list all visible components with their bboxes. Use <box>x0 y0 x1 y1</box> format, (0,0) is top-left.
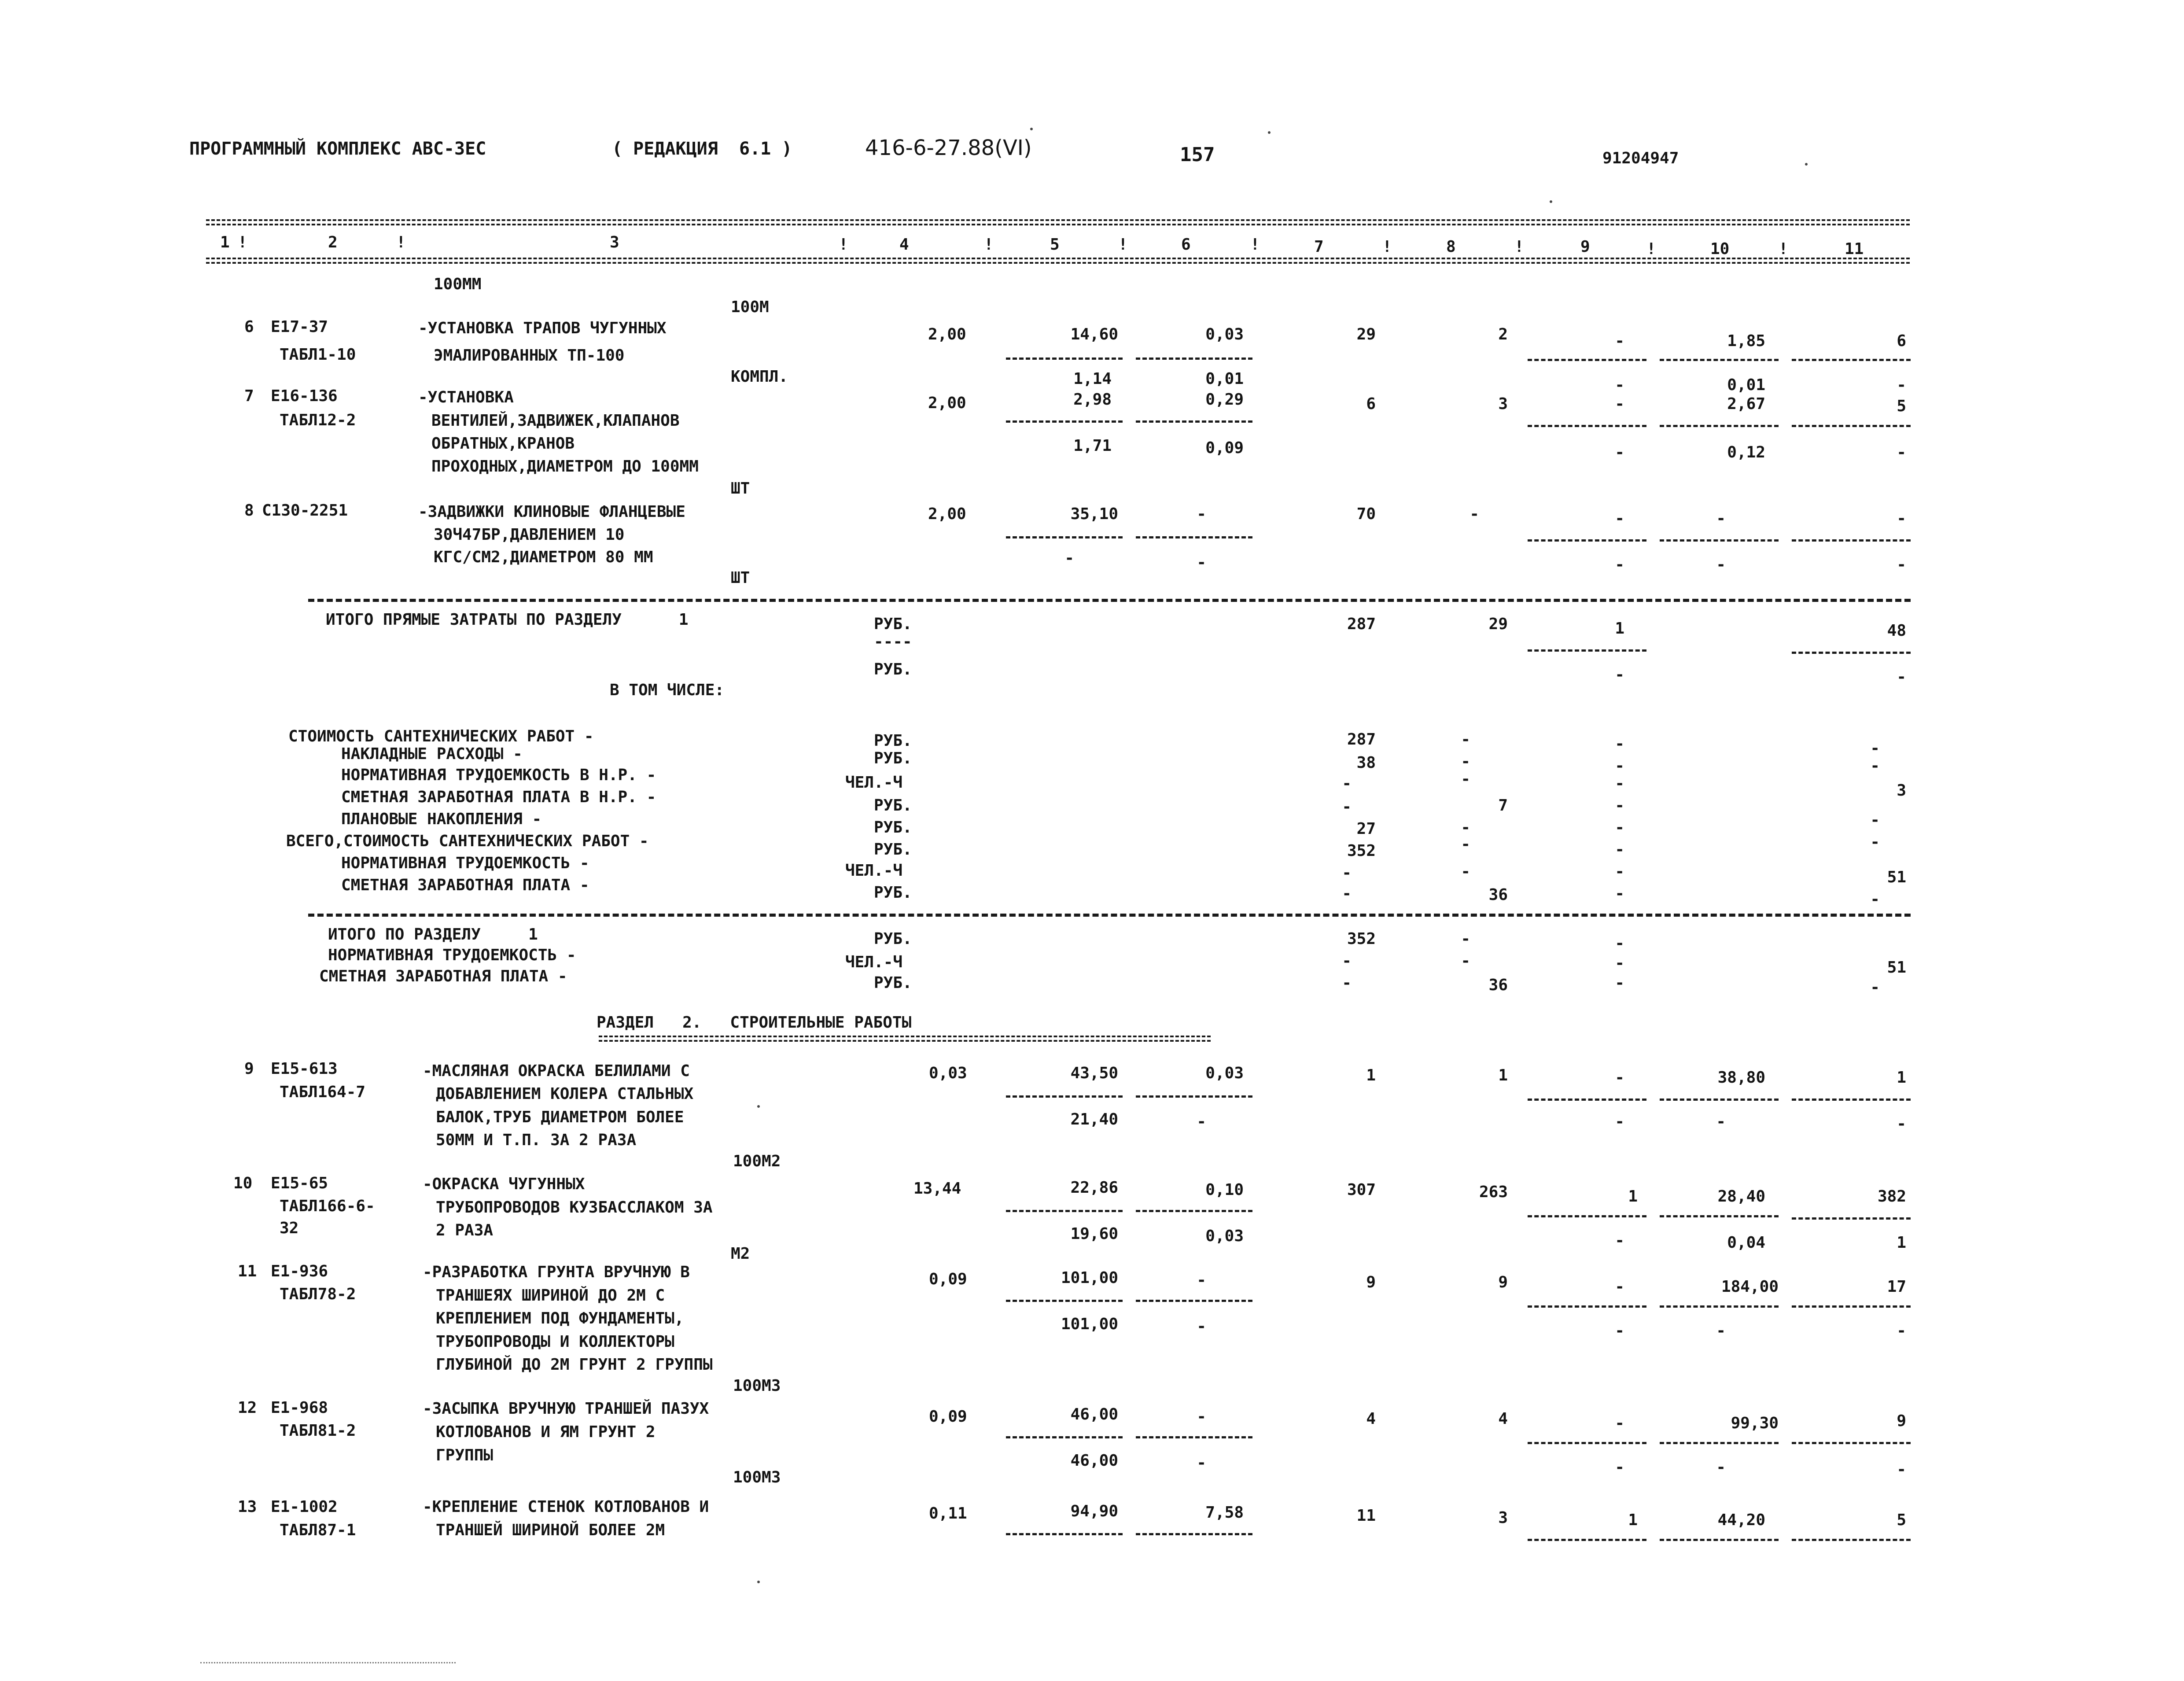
row-unit-2: М2 <box>731 1245 750 1263</box>
row-desc-line: КОТЛОВАНОВ И ЯМ ГРУНТ 2 <box>436 1423 656 1441</box>
list-item-c7: 287 <box>1347 730 1376 748</box>
list-item-c7: - <box>1342 774 1352 793</box>
col9-value: - <box>1615 509 1624 527</box>
col6-value-b: - <box>1197 1454 1206 1472</box>
row-unit-2: ШТ <box>731 479 750 498</box>
section-total-unit: ЧЕЛ.-Ч <box>845 953 903 971</box>
col8-value: - <box>1470 505 1479 523</box>
col6-value-b: - <box>1197 1317 1206 1335</box>
unit-price-wages: 21,40 <box>1070 1110 1118 1128</box>
col6-value: - <box>1197 1408 1206 1426</box>
row-desc-line: ТРАНШЕЙ ШИРИНОЙ БОЛЕЕ 2М <box>436 1521 665 1539</box>
list-item-unit: РУБ. <box>874 884 912 902</box>
col6-value: 7,58 <box>1205 1504 1244 1522</box>
list-item-label: СМЕТНАЯ ЗАРАБОТНАЯ ПЛАТА В Н.Р. - <box>341 788 656 806</box>
unit-price-wages: 101,00 <box>1061 1315 1118 1333</box>
list-item-c8: 36 <box>1488 886 1508 904</box>
unit-price: 101,00 <box>1061 1269 1118 1287</box>
scan-noise <box>757 1581 760 1583</box>
row-ref: ТАБЛ164-7 <box>280 1083 366 1101</box>
col11-value: 9 <box>1897 1412 1906 1430</box>
section-total-c9: - <box>1615 954 1624 972</box>
col6-value-b: 0,01 <box>1205 370 1244 388</box>
col8-value: 9 <box>1498 1273 1508 1291</box>
row-number: 7 <box>244 387 254 405</box>
col-10: 10 <box>1710 240 1730 258</box>
list-item-unit: РУБ. <box>874 840 912 859</box>
unit-price: 35,10 <box>1070 505 1118 523</box>
list-item-c9: - <box>1615 885 1624 903</box>
row-desc-line: ПРОХОДНЫХ,ДИАМЕТРОМ ДО 100ММ <box>431 457 699 476</box>
col7-value: 307 <box>1347 1181 1376 1199</box>
col6-value-b: - <box>1197 1113 1206 1131</box>
list-item-unit: ЧЕЛ.-Ч <box>845 774 903 792</box>
list-item-c9: - <box>1615 735 1624 753</box>
qty: 0,09 <box>929 1270 967 1288</box>
list-item-c7: - <box>1342 885 1352 903</box>
col9-value-b: - <box>1615 1458 1624 1476</box>
col7-value: 1 <box>1366 1066 1376 1084</box>
col7-value: 6 <box>1366 395 1376 413</box>
row-desc-line: КГС/СМ2,ДИАМЕТРОМ 80 ММ <box>434 548 653 566</box>
list-item-label: СТОИМОСТЬ САНТЕХНИЧЕСКИХ РАБОТ - <box>288 727 594 745</box>
unit-price-wages: - <box>1064 549 1074 567</box>
program-title: ПРОГРАММНЫЙ КОМПЛЕКС АВС-ЗЕС <box>189 139 486 159</box>
direct-costs-label: ИТОГО ПРЯМЫЕ ЗАТРАТЫ ПО РАЗДЕЛУ 1 <box>326 611 689 629</box>
unit-price: 43,50 <box>1070 1064 1118 1082</box>
col9-value: - <box>1615 1414 1624 1432</box>
col11-value-b: - <box>1897 1460 1906 1478</box>
list-item-c7: - <box>1342 798 1352 816</box>
row-unit-2: 100М3 <box>733 1468 781 1486</box>
col8-value: 4 <box>1498 1410 1508 1428</box>
list-item-label: НОРМАТИВНАЯ ТРУДОЕМКОСТЬ - <box>341 854 589 872</box>
direct-costs-unit-2: РУБ. <box>874 660 912 678</box>
col9-value-b: - <box>1615 376 1624 394</box>
unit-price-wages: 46,00 <box>1070 1452 1118 1470</box>
row-desc-line: -ОКРАСКА ЧУГУННЫХ <box>423 1175 585 1193</box>
section-total-label: СМЕТНАЯ ЗАРАБОТНАЯ ПЛАТА - <box>319 967 567 985</box>
col-8: 8 <box>1446 238 1456 256</box>
section-total-unit: РУБ. <box>874 974 912 992</box>
row-desc-line: 2 РАЗА <box>436 1221 494 1239</box>
col6-value: 0,03 <box>1205 325 1244 343</box>
col10-value: 28,40 <box>1717 1187 1765 1205</box>
section-total-c11: 51 <box>1887 958 1906 977</box>
list-item-label: ПЛАНОВЫЕ НАКОПЛЕНИЯ - <box>341 810 542 828</box>
col10-value-b: - <box>1716 556 1726 574</box>
col11-value-b: 1 <box>1897 1234 1906 1252</box>
col6-value-b: - <box>1197 553 1206 571</box>
col8-value: 3 <box>1498 395 1508 413</box>
unit-price: 14,60 <box>1070 325 1118 343</box>
row-desc-line: -МАСЛЯНАЯ ОКРАСКА БЕЛИЛАМИ С <box>423 1062 690 1080</box>
col10-value-b: - <box>1716 1458 1726 1476</box>
list-item-c8: - <box>1461 863 1470 881</box>
header-bottom-rule <box>206 258 1910 264</box>
list-item-c7: 27 <box>1356 820 1376 838</box>
section-total-c8: - <box>1461 930 1470 948</box>
qty: 13,44 <box>913 1180 961 1198</box>
row-unit-2: 100М3 <box>733 1377 781 1395</box>
row-unit: КОМПЛ. <box>731 368 788 386</box>
row-code: Е1-968 <box>271 1399 328 1417</box>
col9-value-b: - <box>1615 556 1624 574</box>
section-total-c7: 352 <box>1347 930 1376 948</box>
col10-value: 99,30 <box>1731 1414 1779 1432</box>
col6-value: - <box>1197 505 1206 523</box>
col9-value: - <box>1615 1069 1624 1087</box>
col-7: 7 <box>1314 238 1324 256</box>
qty: 2,00 <box>928 505 966 523</box>
list-item-label: НАКЛАДНЫЕ РАСХОДЫ - <box>341 745 523 763</box>
row-number: 11 <box>238 1262 257 1280</box>
section-total-unit: РУБ. <box>874 930 912 948</box>
row-unit: 100М <box>731 298 769 316</box>
list-item-c9: - <box>1615 796 1624 815</box>
row-desc-line: 30Ч47БР,ДАВЛЕНИЕМ 10 <box>434 526 625 544</box>
unit-carryover: 100ММ <box>434 275 482 293</box>
col-5: 5 <box>1050 236 1060 254</box>
row-desc-line: -УСТАНОВКА ТРАПОВ ЧУГУННЫХ <box>418 319 667 337</box>
list-item-c11: 3 <box>1897 782 1906 800</box>
col7-value: 11 <box>1356 1507 1376 1525</box>
row-code: Е16-136 <box>271 387 338 405</box>
list-item-c7: 352 <box>1347 842 1376 860</box>
col6-value: - <box>1197 1271 1206 1289</box>
unit-price-wages: 1,71 <box>1073 437 1112 455</box>
section-total-c8: 36 <box>1488 976 1508 994</box>
scan-edge-line <box>200 1662 456 1663</box>
row-number: 13 <box>238 1498 257 1516</box>
row-number: 9 <box>244 1060 254 1078</box>
qty: 0,09 <box>929 1408 967 1426</box>
row-desc-line: ОБРАТНЫХ,КРАНОВ <box>431 435 575 453</box>
col7-value: 29 <box>1356 325 1376 343</box>
col8-value: 1 <box>1498 1066 1508 1084</box>
list-item-c9: - <box>1615 757 1624 775</box>
row-code: Е15-613 <box>271 1060 338 1078</box>
qty: 2,00 <box>928 394 966 412</box>
col9-value: 1 <box>1628 1187 1638 1205</box>
col6-value: 0,29 <box>1205 391 1244 409</box>
list-item-c8: - <box>1461 818 1470 837</box>
section-total-label: НОРМАТИВНАЯ ТРУДОЕМКОСТЬ - <box>328 946 576 964</box>
row-desc-line: ВЕНТИЛЕЙ,ЗАДВИЖЕК,КЛАПАНОВ <box>431 412 680 430</box>
list-item-c8: - <box>1461 835 1470 853</box>
list-item-c11: - <box>1870 811 1880 829</box>
list-item-unit: РУБ. <box>874 796 912 815</box>
unit-price: 94,90 <box>1070 1502 1118 1520</box>
direct-costs-unit-dash: ---- <box>874 633 912 651</box>
unit-price-wages: 19,60 <box>1070 1225 1118 1243</box>
col11-value: - <box>1897 509 1906 527</box>
scan-noise <box>1268 131 1271 134</box>
list-item-unit: РУБ. <box>874 749 912 767</box>
list-item-c11: - <box>1870 739 1880 757</box>
col6-value: 0,03 <box>1205 1064 1244 1082</box>
col9-value: - <box>1615 332 1624 350</box>
list-item-c8: 7 <box>1498 796 1508 815</box>
col-6: 6 <box>1181 236 1191 254</box>
section-total-label: ИТОГО ПО РАЗДЕЛУ 1 <box>328 925 538 944</box>
including-label: В ТОМ ЧИСЛЕ: <box>610 681 725 699</box>
list-item-c7: - <box>1342 864 1352 882</box>
col11-value: 1 <box>1897 1069 1906 1087</box>
col10-value-b: 0,04 <box>1727 1234 1765 1252</box>
col-4: 4 <box>899 236 909 254</box>
col10-value-b: 0,12 <box>1727 443 1765 461</box>
row-desc-line: ГЛУБИНОЙ ДО 2М ГРУНТ 2 ГРУППЫ <box>436 1356 713 1374</box>
row-ref-2: 32 <box>280 1219 299 1237</box>
col11-value: 5 <box>1897 1511 1906 1529</box>
col9-value-b: - <box>1615 443 1624 461</box>
col6-value-b: 0,03 <box>1205 1227 1244 1245</box>
list-item-unit: РУБ. <box>874 818 912 837</box>
row-ref: ТАБЛ1-10 <box>280 346 356 364</box>
list-item-c8: - <box>1461 730 1470 748</box>
col8-value: 263 <box>1479 1183 1508 1201</box>
list-item-c11: - <box>1870 890 1880 908</box>
row-number: 10 <box>233 1174 253 1192</box>
col10-value: 44,20 <box>1717 1511 1765 1529</box>
col-2: 2 <box>328 233 338 251</box>
list-item-c8: - <box>1461 752 1470 770</box>
row-code: Е15-65 <box>271 1174 328 1192</box>
row-ref: ТАБЛ87-1 <box>280 1521 356 1539</box>
row-number: 6 <box>244 318 254 336</box>
qty: 0,03 <box>929 1064 967 1082</box>
direct-c11b: - <box>1897 668 1906 686</box>
row-desc-line: ТРУБОПРОВОДЫ И КОЛЛЕКТОРЫ <box>436 1333 674 1351</box>
row-ref: ТАБЛ78-2 <box>280 1285 356 1303</box>
col6-value: 0,10 <box>1205 1181 1244 1199</box>
section-total-c8: - <box>1461 952 1470 970</box>
section-total-c9: - <box>1615 934 1624 952</box>
list-item-label: СМЕТНАЯ ЗАРАБОТНАЯ ПЛАТА - <box>341 876 589 894</box>
col11-value: 6 <box>1897 332 1906 350</box>
section-total-c7: - <box>1342 974 1352 992</box>
page-number: 157 <box>1180 144 1215 166</box>
row-ref: ТАБЛ166-6- <box>280 1197 375 1215</box>
col9-value: - <box>1615 395 1624 413</box>
direct-c8: 29 <box>1488 615 1508 633</box>
row-desc-line: -ЗАДВИЖКИ КЛИНОВЫЕ ФЛАНЦЕВЫЕ <box>418 503 685 521</box>
totals-rule <box>308 599 1911 602</box>
qty: 0,11 <box>929 1504 967 1522</box>
direct-costs-unit: РУБ. <box>874 615 912 633</box>
section-total-c11: - <box>1870 978 1880 996</box>
col11-value: 382 <box>1877 1187 1906 1205</box>
scan-noise <box>1030 128 1033 130</box>
row-desc-line: БАЛОК,ТРУБ ДИАМЕТРОМ БОЛЕЕ <box>436 1108 684 1126</box>
list-item-c9: - <box>1615 818 1624 837</box>
direct-c11: 48 <box>1887 622 1906 640</box>
col-9: 9 <box>1580 238 1590 256</box>
direct-c9b: - <box>1615 666 1624 684</box>
col10-value: 184,00 <box>1721 1278 1779 1296</box>
list-item-c9: - <box>1615 840 1624 859</box>
col11-value-b: - <box>1897 1115 1906 1133</box>
col11-value-b: - <box>1897 443 1906 461</box>
list-item-c8: - <box>1461 770 1470 788</box>
list-item-label: ВСЕГО,СТОИМОСТЬ САНТЕХНИЧЕСКИХ РАБОТ - <box>286 832 649 850</box>
direct-c9: 1 <box>1615 619 1624 638</box>
list-item-c11: 51 <box>1887 868 1906 886</box>
col10-value-b: 0,01 <box>1727 376 1765 394</box>
list-item-c9: - <box>1615 863 1624 881</box>
row-number: 8 <box>244 501 254 520</box>
col9-value-b: - <box>1615 1113 1624 1131</box>
edition-label: ( РЕДАКЦИЯ 6.1 ) <box>612 139 792 159</box>
row-desc-line: -УСТАНОВКА <box>418 388 514 406</box>
row-desc-line: ЭМАЛИРОВАННЫХ ТП-100 <box>434 347 625 365</box>
col11-value: 17 <box>1887 1278 1906 1296</box>
row-desc-line: 50ММ И Т.П. ЗА 2 РАЗА <box>436 1131 637 1149</box>
col6-value-b: 0,09 <box>1205 439 1244 457</box>
col7-value: 4 <box>1366 1410 1376 1428</box>
scan-noise <box>1805 163 1808 166</box>
list-item-label: НОРМАТИВНАЯ ТРУДОЕМКОСТЬ В Н.Р. - <box>341 766 656 784</box>
col10-value-b: - <box>1716 1113 1726 1131</box>
col9-value: 1 <box>1628 1511 1638 1529</box>
list-item-c7: 38 <box>1356 754 1376 772</box>
row-number: 12 <box>238 1399 257 1417</box>
unit-price: 2,98 <box>1073 391 1112 409</box>
unit-price: 22,86 <box>1070 1179 1118 1197</box>
section-total-c9: - <box>1615 974 1624 992</box>
list-item-unit: РУБ. <box>874 732 912 750</box>
col-1: 1 <box>220 233 230 251</box>
row-code: С130-2251 <box>262 501 348 520</box>
row-code: Е1-1002 <box>271 1498 338 1516</box>
col10-value: 1,85 <box>1727 332 1765 350</box>
row-desc-line: -ЗАСЫПКА ВРУЧНУЮ ТРАНШЕЙ ПАЗУХ <box>423 1400 709 1418</box>
col10-value: 2,67 <box>1727 395 1765 413</box>
list-item-c9: - <box>1615 774 1624 793</box>
col9-value-b: - <box>1615 1322 1624 1340</box>
scan-noise <box>1550 200 1552 203</box>
section-heading-underline <box>599 1036 1211 1042</box>
section-total-rule <box>308 914 1911 917</box>
col9-value-b: - <box>1615 1231 1624 1250</box>
scan-noise <box>757 1105 760 1108</box>
qty: 2,00 <box>928 325 966 343</box>
row-desc-line: ДОБАВЛЕНИЕМ КОЛЕРА СТАЛЬНЫХ <box>436 1085 694 1103</box>
col7-value: 9 <box>1366 1273 1376 1291</box>
col10-value-b: - <box>1716 1322 1726 1340</box>
row-code: Е1-936 <box>271 1262 328 1280</box>
col7-value: 70 <box>1356 505 1376 523</box>
project-number: 416-6-27.88(VI) <box>865 136 1032 160</box>
unit-price-wages: 1,14 <box>1073 370 1112 388</box>
col11-value: 5 <box>1897 397 1906 415</box>
row-ref: ТАБЛ81-2 <box>280 1422 356 1440</box>
section-heading: РАЗДЕЛ 2. СТРОИТЕЛЬНЫЕ РАБОТЫ <box>597 1014 912 1032</box>
col11-value-b: - <box>1897 1322 1906 1340</box>
col9-value: - <box>1615 1278 1624 1296</box>
col10-value: 38,80 <box>1717 1069 1765 1087</box>
unit-price: 46,00 <box>1070 1405 1118 1423</box>
header-top-rule <box>206 219 1910 225</box>
row-desc-line: -РАЗРАБОТКА ГРУНТА ВРУЧНУЮ В <box>423 1263 690 1281</box>
col8-value: 3 <box>1498 1509 1508 1527</box>
col10-value: - <box>1716 509 1726 527</box>
row-ref: ТАБЛ12-2 <box>280 411 356 429</box>
col-11: 11 <box>1845 240 1864 258</box>
row-desc-line: -КРЕПЛЕНИЕ СТЕНОК КОТЛОВАНОВ И <box>423 1498 709 1516</box>
list-item-c11: - <box>1870 757 1880 775</box>
list-item-unit: ЧЕЛ.-Ч <box>845 862 903 880</box>
document-code: 91204947 <box>1602 149 1679 167</box>
list-item-c11: - <box>1870 833 1880 851</box>
row-code: Е17-37 <box>271 318 328 336</box>
row-desc-line: ГРУППЫ <box>436 1446 494 1464</box>
col-3: 3 <box>610 233 619 251</box>
section-total-c7: - <box>1342 952 1352 970</box>
row-desc-line: КРЕПЛЕНИЕМ ПОД ФУНДАМЕНТЫ, <box>436 1309 684 1327</box>
col11-value-b: - <box>1897 376 1906 394</box>
col8-value: 2 <box>1498 325 1508 343</box>
col11-value-b: - <box>1897 556 1906 574</box>
row-unit-2: ШТ <box>731 569 750 587</box>
row-desc-line: ТРУБОПРОВОДОВ КУЗБАССЛАКОМ ЗА <box>436 1198 713 1217</box>
row-desc-line: ТРАНШЕЯХ ШИРИНОЙ ДО 2М С <box>436 1287 665 1305</box>
direct-c7: 287 <box>1347 615 1376 633</box>
row-unit-2: 100М2 <box>733 1152 781 1170</box>
